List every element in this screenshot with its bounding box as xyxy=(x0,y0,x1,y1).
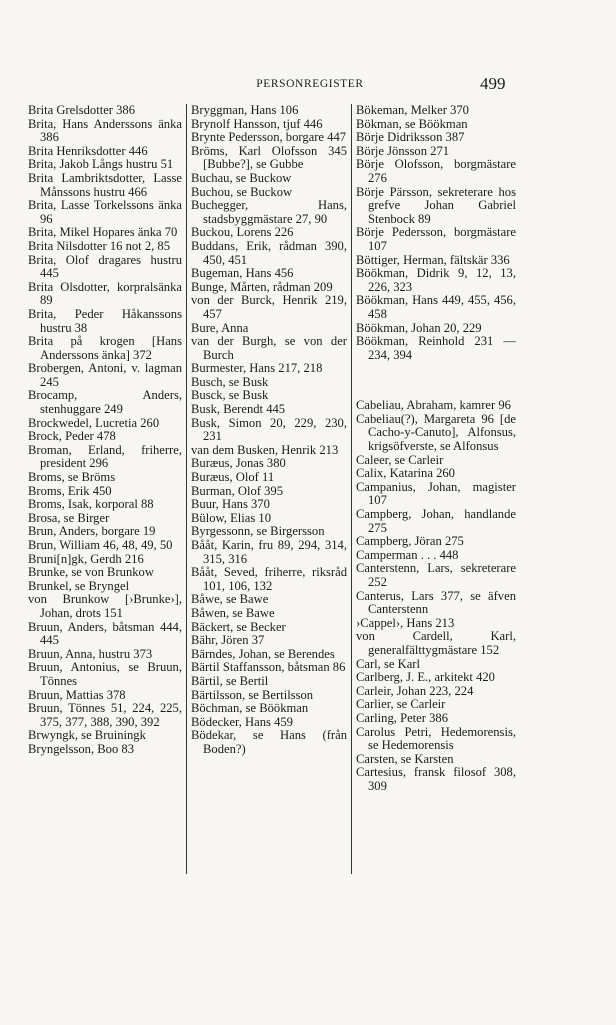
index-entry: Canterstenn, Lars, sekreterare 252 xyxy=(356,561,516,589)
index-entry: Carling, Peter 386 xyxy=(356,710,448,725)
index-entry: Bruni[n]gk, Gerdh 216 xyxy=(28,551,144,566)
index-entry: Brockwedel, Lucretia 260 xyxy=(28,415,160,430)
index-entry: Bruun, Anders, båtsman 444, 445 xyxy=(28,619,182,648)
index-entry: Bruun, Tönnes 51, 224, 225, 375, 377, 388, 390, 392 xyxy=(28,701,182,729)
index-entry: Carsten, se Karsten xyxy=(356,751,454,766)
index-column-2 xyxy=(191,104,347,757)
index-entry: Brun, Anders, borgare 19 xyxy=(28,524,156,539)
index-entry: Buchau, se Buckow xyxy=(191,170,292,185)
index-entry: Böökman, Johan 20, 229 xyxy=(356,320,482,335)
index-entry: Campberg, Jöran 275 xyxy=(356,534,464,549)
index-entry: Brita, Jakob Långs hustru 51 xyxy=(28,157,174,172)
index-entry: Bryggman, Hans 106 xyxy=(191,103,299,117)
index-entry: Buchegger, Hans, stadsbyggmästare 27, 90 xyxy=(191,198,347,226)
index-entry: Brock, Peder 478 xyxy=(28,429,116,444)
index-entry: Bunge, Mårten, rådman 209 xyxy=(191,279,333,294)
index-entry: von Brunkow [›Brunke›], Johan, drots 151 xyxy=(28,592,182,620)
index-entry: Brita, Mikel Hopares änka 70 xyxy=(28,225,178,240)
index-entry: Båwen, se Bawe xyxy=(191,605,275,620)
index-entry: Brita, Lasse Torkelssons änka 96 xyxy=(28,198,182,226)
index-entry: Burmester, Hans 217, 218 xyxy=(191,361,323,376)
index-entry: Buchou, se Buckow xyxy=(191,184,293,199)
index-entry: Brunke, se von Brunkow xyxy=(28,565,154,580)
index-columns xyxy=(0,104,616,1004)
index-entry: Broms, Erik 450 xyxy=(28,483,112,498)
index-column-1 xyxy=(28,104,182,757)
index-entry: Böttiger, Herman, fältskär 336 xyxy=(356,252,510,267)
index-entry: Brynolf Hansson, tjuf 446 xyxy=(191,116,323,131)
index-entry: Böökman, Hans 449, 455, 456, 458 xyxy=(356,293,516,321)
index-entry: Brwyngk, se Bruiningk xyxy=(28,728,146,743)
index-entry: Bökeman, Melker 370 xyxy=(356,103,469,117)
index-entry: Bökman, se Böökman xyxy=(356,116,468,131)
index-entry: Canterus, Lars 377, se äfven Canterstenn xyxy=(356,588,516,617)
index-entry: Brita, Hans Anderssons änka 386 xyxy=(28,116,182,145)
index-entry: Bärtil Staffansson, båtsman 86 xyxy=(191,660,346,675)
index-entry: Bruun, Anna, hustru 373 xyxy=(28,646,153,661)
index-entry: Carleir, Johan 223, 224 xyxy=(356,683,474,698)
index-entry: Brita på krogen [Hans Anderssons änka] 372 xyxy=(28,334,182,362)
index-entry: van dem Busken, Henrik 213 xyxy=(191,442,339,457)
index-entry: Börje Olofsson, borgmästare 276 xyxy=(356,157,516,185)
index-entry: Båwe, se Bawe xyxy=(191,592,269,607)
index-entry: van der Burgh, se von der Burch xyxy=(191,334,347,362)
index-entry: Byrgessonn, se Birgersson xyxy=(191,524,325,539)
index-entry: Buræus, Olof 11 xyxy=(191,470,275,485)
index-entry: Bärtil, se Bertil xyxy=(191,673,269,688)
index-entry: Brita Nilsdotter 16 not 2, 85 xyxy=(28,238,171,253)
index-entry: Bååt, Karin, fru 89, 294, 314, 315, 316 xyxy=(191,538,347,566)
index-entry: Brunkel, se Bryngel xyxy=(28,578,130,593)
index-entry: Bure, Anna xyxy=(191,320,249,335)
index-entry: Börje Pedersson, borgmästare 107 xyxy=(356,225,516,253)
index-entry: Brita Lambriktsdotter, Lasse Månssons hustru 466 xyxy=(28,170,182,199)
index-entry: Böökman, Reinhold 231 —234, 394 xyxy=(356,334,516,362)
index-entry: Bryngelsson, Boo 83 xyxy=(28,741,135,756)
index-entry: Campanius, Johan, magister 107 xyxy=(356,479,516,508)
index-entry: Bödekar, se Hans (från Boden?) xyxy=(191,728,347,756)
index-entry: Bruun, Mattias 378 xyxy=(28,687,126,702)
index-entry: Bugeman, Hans 456 xyxy=(191,266,294,281)
index-entry: Bödecker, Hans 459 xyxy=(191,714,293,729)
index-entry: Brita Grelsdotter 386 xyxy=(28,103,136,117)
index-entry: Bruun, Antonius, se Bruun, Tönnes xyxy=(28,660,182,688)
page-title: PERSONREGISTER xyxy=(256,78,364,90)
page-number: 499 xyxy=(480,74,506,93)
index-entry: Brynte Pedersson, borgare 447 xyxy=(191,130,347,145)
index-entry: Börje Didriksson 387 xyxy=(356,130,465,145)
index-entry: Busk, Berendt 445 xyxy=(191,402,286,417)
index-entry: Carlier, se Carleir xyxy=(356,697,446,712)
index-entry: Bähr, Jören 37 xyxy=(191,633,265,648)
index-entry: Brun, William 46, 48, 49, 50 xyxy=(28,538,173,552)
index-entry: von der Burck, Henrik 219, 457 xyxy=(191,293,347,321)
index-entry: Böchman, se Böökman xyxy=(191,701,309,716)
index-column-3 xyxy=(356,104,516,794)
index-entry: ›Cappel›, Hans 213 xyxy=(356,615,455,630)
index-entry: Böökman, Didrik 9, 12, 13, 226, 323 xyxy=(356,266,516,294)
index-entry: Broms, Isak, korporal 88 xyxy=(28,497,154,512)
index-entry: Buddans, Erik, rådman 390, 450, 451 xyxy=(191,238,347,267)
page-header xyxy=(0,74,616,100)
index-entry: Brita, Olof dragares hustru 445 xyxy=(28,252,182,281)
index-entry: Bärndes, Johan, se Berendes xyxy=(191,646,335,661)
index-entry: Brita Olsdotter, korpralsänka 89 xyxy=(28,279,182,308)
index-entry: Campberg, Johan, handlande 275 xyxy=(356,507,516,535)
index-entry: Cabeliau(?), Margareta 96 [de Cacho-y-Canuto], Alfonsus, krigsöfverste, se Alfonsus xyxy=(356,411,516,454)
index-entry: Busck, se Busk xyxy=(191,388,269,403)
index-entry: Cartesius, fransk filosof 308, 309 xyxy=(356,765,516,793)
index-entry: Caleer, se Carleir xyxy=(356,452,444,467)
index-entry: Carolus Petri, Hedemorensis, se Hedemorensis xyxy=(356,724,516,753)
index-entry: Bärtilsson, se Bertilsson xyxy=(191,687,314,702)
index-entry: Bülow, Elias 10 xyxy=(191,510,271,525)
index-entry: Buræus, Jonas 380 xyxy=(191,456,286,471)
index-entry: Brobergen, Antoni, v. lagman 245 xyxy=(28,361,182,389)
index-entry: Broman, Erland, friherre, president 296 xyxy=(28,442,182,471)
index-entry: Camperman . . . 448 xyxy=(356,547,459,562)
index-entry: Calix, Katarina 260 xyxy=(356,466,455,481)
index-entry: Busch, se Busk xyxy=(191,374,269,389)
index-entry: Carlberg, J. E., arkitekt 420 xyxy=(356,670,495,685)
index-entry: Brita Henriksdotter 446 xyxy=(28,143,148,158)
index-entry: Cabeliau, Abraham, kamrer 96 xyxy=(356,398,511,413)
index-entry: Busk, Simon 20, 229, 230, 231 xyxy=(191,415,347,444)
index-entry: Brosa, se Birger xyxy=(28,510,110,525)
index-entry: von Cardell, Karl, generalfälttygmästare 152 xyxy=(356,629,516,657)
index-entry: Bröms, Karl Olofsson 345 [Bubbe?], se Gubbe xyxy=(191,143,347,172)
index-entry: Buckou, Lorens 226 xyxy=(191,225,294,240)
index-entry: Börje Pärsson, sekreterare hos grefve Johan Gabriel Stenbock 89 xyxy=(356,184,516,226)
index-entry: Buur, Hans 370 xyxy=(191,497,270,512)
index-entry: Burman, Olof 395 xyxy=(191,483,283,498)
index-entry: Brocamp, Anders, stenhuggare 249 xyxy=(28,388,182,417)
index-entry: Brita, Peder Håkanssons hustru 38 xyxy=(28,306,182,335)
index-entry: Broms, se Bröms xyxy=(28,470,116,485)
index-entry: Bååt, Seved, friherre, riksråd 101, 106, 132 xyxy=(191,565,347,593)
index-entry: Bäckert, se Becker xyxy=(191,619,286,634)
index-entry: Börje Jönsson 271 xyxy=(356,143,450,158)
index-entry: Carl, se Karl xyxy=(356,656,420,671)
